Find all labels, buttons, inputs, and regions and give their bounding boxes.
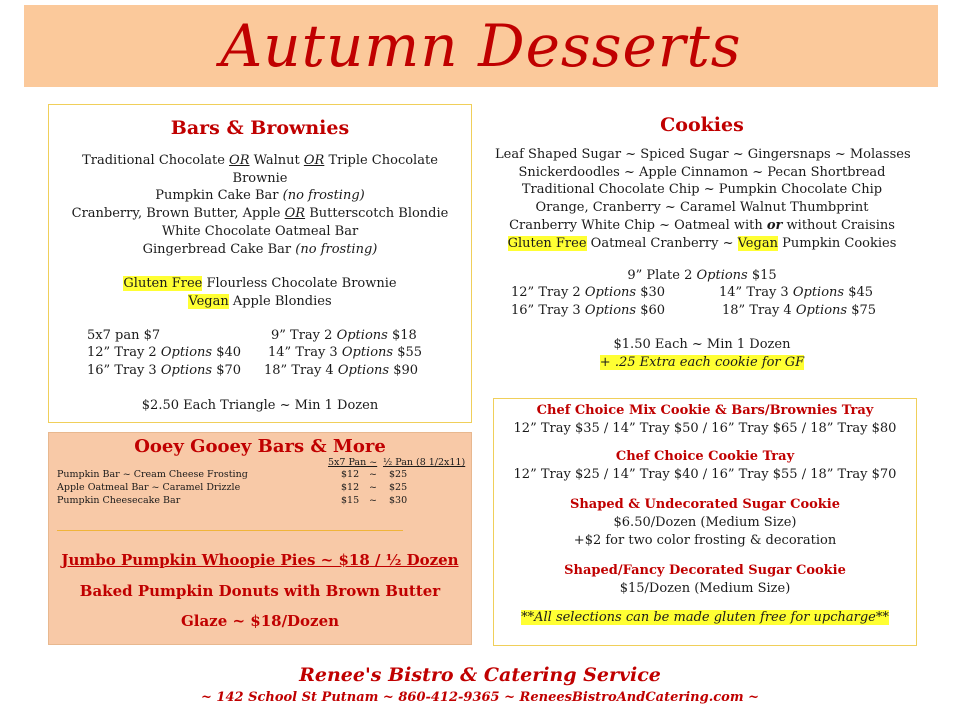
price-row: 9” Plate 2 Options $15	[627, 268, 777, 284]
tray-title: Chef Choice Cookie Tray	[615, 449, 795, 464]
price-row: 12” Tray 2 Options $40 14” Tray 3 Options $55	[87, 345, 423, 361]
cookies-section	[495, 104, 909, 384]
menu-line: Gluten Free Oatmeal Cranberry ~ Vegan Pumpkin Cookies	[507, 235, 897, 251]
tray-title: Shaped/Fancy Decorated Sugar Cookie	[564, 563, 846, 578]
vegan-line: Vegan Apple Blondies	[188, 293, 332, 309]
ooey-item-list	[49, 469, 471, 508]
gluten-free-line: Gluten Free Flourless Chocolate Brownie	[123, 276, 397, 292]
price-each: $1.50 Each ~ Min 1 Dozen	[613, 337, 791, 353]
gluten-free-badge: Gluten Free	[507, 235, 587, 251]
tray-prices: $6.50/Dozen (Medium Size)	[613, 515, 797, 530]
menu-line: Pumpkin Cake Bar (no frosting)	[155, 188, 365, 204]
whoopie-pies-line: Jumbo Pumpkin Whoopie Pies ~ $18 / ½ Dozen	[61, 551, 459, 569]
bars-brownies-section	[48, 104, 472, 423]
tray-prices: +$2 for two color frosting & decoration	[573, 533, 837, 548]
menu-line: Gingerbread Cake Bar (no frosting)	[142, 241, 378, 257]
menu-line: Leaf Shaped Sugar ~ Spiced Sugar ~ Gingersnaps ~ Molasses	[495, 147, 911, 162]
list-item: Pumpkin Cheesecake Bar $15 ~ $30	[57, 495, 408, 506]
tray-prices: 12” Tray $25 / 14” Tray $40 / 16” Tray $55 / 18” Tray $70	[513, 467, 897, 482]
title-banner	[24, 5, 938, 87]
price-row: 12” Tray 2 Options $30 14” Tray 3 Options $45	[511, 284, 874, 300]
price-row: 16” Tray 3 Options $60 18” Tray 4 Options $75	[511, 302, 877, 318]
menu-line: Cranberry White Chip ~ Oatmeal with or without Craisins	[509, 217, 895, 233]
bars-heading: Bars & Brownies	[170, 117, 350, 139]
ooey-column-headers	[49, 457, 471, 469]
menu-line: White Chocolate Oatmeal Bar	[161, 223, 359, 239]
tray-prices: 12” Tray $35 / 14” Tray $50 / 16” Tray $65 / 18” Tray $80	[513, 421, 897, 436]
business-name: Renee's Bistro & Catering Service	[299, 664, 661, 686]
trays-section	[493, 398, 917, 646]
menu-line: Traditional Chocolate OR Walnut OR Triple Chocolate	[82, 153, 438, 168]
price-row: 5x7 pan $7 9” Tray 2 Options $18	[87, 327, 417, 343]
menu-line: Snickerdoodles ~ Apple Cinnamon ~ Pecan Shortbread	[518, 164, 886, 180]
list-item: Pumpkin Bar ~ Cream Cheese Frosting $12 ~ $25	[57, 469, 408, 480]
tray-title: Chef Choice Mix Cookie & Bars/Brownies Tray	[536, 403, 874, 418]
tray-title: Shaped & Undecorated Sugar Cookie	[569, 497, 841, 512]
price-row: 16” Tray 3 Options $70 18” Tray 4 Options $90	[87, 363, 419, 378]
vegan-badge: Vegan	[737, 235, 778, 251]
column-header: ½ Pan (8 1/2x11)	[383, 457, 466, 468]
business-contact: ~ 142 School St Putnam ~ 860-412-9365 ~ ReneesBistroAndCatering.com ~	[200, 690, 759, 705]
menu-line: Traditional Chocolate Chip ~ Pumpkin Chocolate Chip	[521, 182, 883, 198]
menu-line: Brownie	[232, 170, 288, 186]
page-title: Autumn Desserts	[220, 12, 742, 80]
price-each: $2.50 Each Triangle ~ Min 1 Dozen	[141, 397, 379, 413]
ooey-gooey-section	[48, 432, 472, 645]
column-header: 5x7 Pan ~	[328, 457, 378, 468]
list-item: Apple Oatmeal Bar ~ Caramel Drizzle $12 ~ $25	[57, 482, 408, 493]
gluten-free-badge: Gluten Free	[123, 276, 203, 292]
menu-line: Cranberry, Brown Butter, Apple OR Butterscotch Blondie	[71, 206, 449, 222]
donuts-line: Baked Pumpkin Donuts with Brown Butter	[79, 582, 441, 600]
divider	[57, 530, 403, 531]
menu-line: Orange, Cranberry ~ Caramel Walnut Thumbprint	[535, 200, 869, 216]
ooey-heading: Ooey Gooey Bars & More	[134, 436, 386, 457]
vegan-badge: Vegan	[188, 293, 229, 309]
gluten-free-note: **All selections can be made gluten free for upcharge**	[521, 610, 889, 625]
gf-upcharge-line: + .25 Extra each cookie for GF	[599, 355, 805, 370]
cookies-heading: Cookies	[660, 114, 744, 136]
tray-prices: $15/Dozen (Medium Size)	[619, 581, 791, 596]
donuts-line: Glaze ~ $18/Dozen	[180, 612, 340, 630]
